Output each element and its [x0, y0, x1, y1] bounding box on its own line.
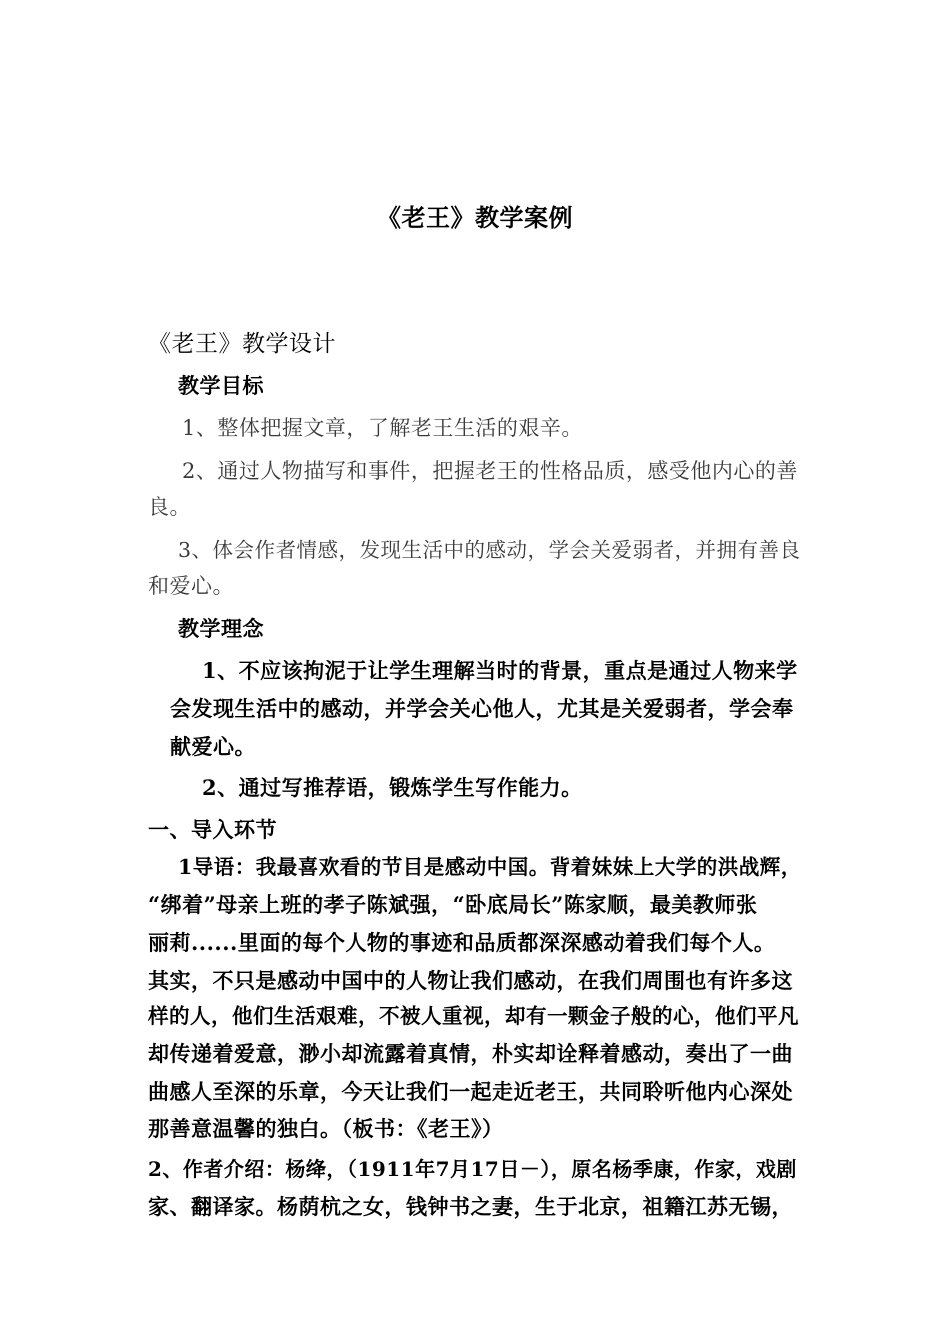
objective-item-1: 1、整体把握文章，了解老王生活的艰辛。: [182, 416, 583, 440]
intro-line: 丽莉......里面的每个人物的事迹和品质都深深感动着我们每个人。: [148, 930, 776, 955]
intro-line: 样的人，他们生活艰难，不被人重视，却有一颗金子般的心，他们平凡: [148, 1004, 799, 1028]
intro-line: “绑着”母亲上班的孝子陈斌强，“卧底局长”陈家顺，最美教师张: [148, 892, 758, 917]
objectives-heading: 教学目标: [178, 373, 264, 398]
philosophy-heading: 教学理念: [178, 616, 264, 641]
intro-line: 其实，不只是感动中国中的人物让我们感动，在我们周围也有许多这: [148, 968, 793, 993]
intro-line: 曲感人至深的乐章，今天让我们一起走近老王，共同聆听他内心深处: [148, 1079, 793, 1104]
objective-item-2-line-2: 良。: [148, 495, 191, 519]
intro-line: 1导语：我最喜欢看的节目是感动中国。背着妹妹上大学的洪战辉，: [178, 855, 802, 879]
intro-line: 却传递着爱意，渺小却流露着真情，朴实却诠释着感动，奏出了一曲: [148, 1041, 793, 1066]
author-line: 2、作者介绍：杨绛，（1911年7月17日－），原名杨季康，作家，戏剧: [148, 1157, 797, 1181]
objective-item-3-line-2: 和爱心。: [148, 574, 234, 598]
design-heading: 《老王》教学设计: [148, 331, 336, 357]
objective-item-2-line-1: 2、通过人物描写和事件，把握老王的性格品质，感受他内心的善: [182, 459, 798, 483]
document-title: 《老王》教学案例: [377, 203, 573, 232]
philosophy-item-2: 2、通过写推荐语，锻炼学生写作能力。: [202, 775, 583, 800]
philosophy-item-1-line-2: 会发现生活中的感动，并学会关心他人，尤其是关爱弱者，学会奉: [170, 696, 794, 721]
philosophy-item-1-line-3: 献爱心。: [170, 734, 256, 759]
intro-line: 那善意温馨的独白。（板书：《老王》）: [148, 1116, 504, 1141]
section-1-heading: 一、导入环节: [148, 817, 277, 842]
philosophy-item-1-line-1: 1、不应该拘泥于让学生理解当时的背景，重点是通过人物来学: [202, 658, 798, 683]
author-line: 家、翻译家。杨荫杭之女，钱钟书之妻，生于北京，祖籍江苏无锡，: [148, 1194, 793, 1219]
objective-item-3-line-1: 3、体会作者情感，发现生活中的感动，学会关爱弱者，并拥有善良: [178, 538, 801, 562]
